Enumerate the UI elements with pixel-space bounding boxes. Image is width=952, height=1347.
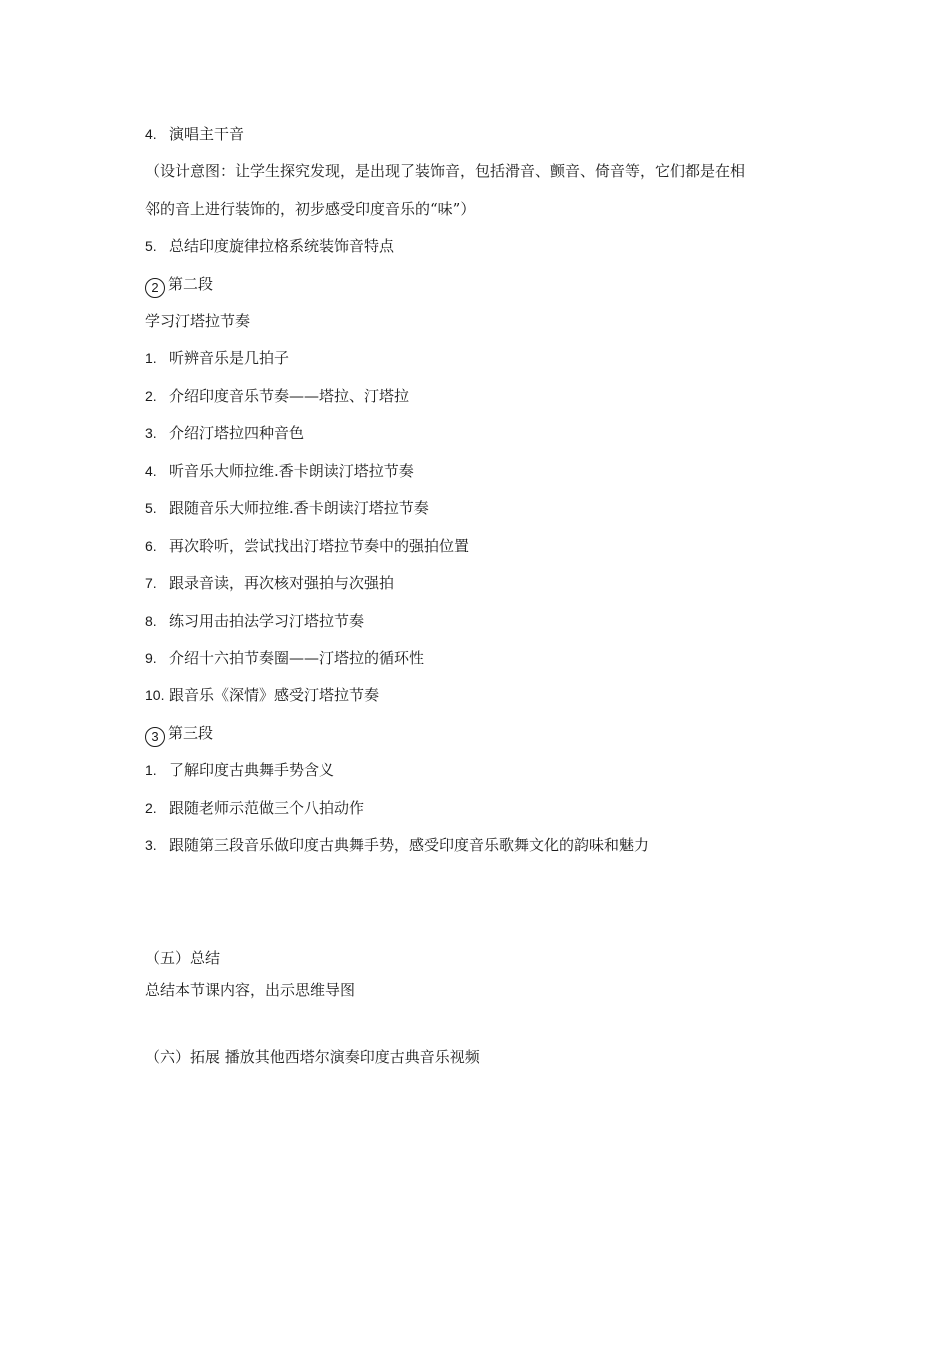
list-item [145, 611, 364, 631]
circled-number-marker: 3 [145, 727, 165, 747]
list-text: 介绍十六拍节奏圈——汀塔拉的循环性 [169, 649, 425, 667]
list-item [145, 798, 364, 818]
list-text: 跟录音读，再次核对强拍与次强拍 [169, 574, 395, 592]
list-text: 练习用击拍法学习汀塔拉节奏 [169, 612, 365, 630]
section-heading-3 [145, 723, 213, 747]
list-item [145, 536, 469, 556]
list-text: 总结印度旋律拉格系统装饰音特点 [169, 237, 395, 255]
list-number: 1. [145, 350, 157, 366]
list-number: 5. [145, 500, 157, 516]
list-number: 8. [145, 613, 157, 629]
list-number: 10. [145, 687, 165, 703]
list-text: 了解印度古典舞手势含义 [169, 761, 335, 779]
section-title: 第三段 [168, 724, 214, 742]
design-intent-note-line1: （设计意图：让学生探究发现，是出现了装饰音，包括滑音、颤音、倚音等，它们都是在相 [145, 162, 746, 180]
list-number: 6. [145, 538, 157, 554]
list-text: 跟随老师示范做三个八拍动作 [169, 799, 365, 817]
list-text: 跟随第三段音乐做印度古典舞手势，感受印度音乐歌舞文化的韵味和魅力 [169, 836, 650, 854]
list-item [145, 685, 379, 705]
list-item [145, 348, 289, 368]
list-number: 3. [145, 425, 157, 441]
list-item [145, 423, 304, 443]
list-number: 1. [145, 762, 157, 778]
list-item [145, 236, 394, 256]
list-text: 跟随音乐大师拉维.香卡朗读汀塔拉节奏 [169, 499, 429, 517]
list-text: 介绍汀塔拉四种音色 [169, 424, 305, 442]
section-subtitle: 学习汀塔拉节奏 [145, 312, 251, 330]
list-item [145, 461, 414, 481]
list-item [145, 124, 244, 144]
list-item [145, 835, 649, 855]
list-item [145, 648, 424, 668]
list-item [145, 760, 334, 780]
summary-heading: （五）总结 [145, 949, 221, 967]
list-item [145, 573, 394, 593]
list-text: 听辨音乐是几拍子 [169, 349, 290, 367]
section-title: 第二段 [168, 275, 214, 293]
design-intent-note-line2: 邻的音上进行装饰的，初步感受印度音乐的“味”） [145, 200, 476, 218]
list-number: 4. [145, 126, 157, 142]
list-text: 再次聆听，尝试找出汀塔拉节奏中的强拍位置 [169, 537, 470, 555]
list-number: 2. [145, 388, 157, 404]
list-text: 听音乐大师拉维.香卡朗读汀塔拉节奏 [169, 462, 414, 480]
list-number: 7. [145, 575, 157, 591]
list-number: 3. [145, 837, 157, 853]
summary-text: 总结本节课内容，出示思维导图 [145, 981, 356, 999]
list-text: 跟音乐《深情》感受汀塔拉节奏 [169, 686, 380, 704]
list-number: 2. [145, 800, 157, 816]
list-text: 介绍印度音乐节奏——塔拉、汀塔拉 [169, 387, 410, 405]
list-number: 5. [145, 238, 157, 254]
extension-heading: （六）拓展 播放其他西塔尔演奏印度古典音乐视频 [145, 1048, 480, 1066]
list-item [145, 386, 409, 406]
list-number: 4. [145, 463, 157, 479]
list-number: 9. [145, 650, 157, 666]
section-heading-2 [145, 274, 213, 298]
list-item [145, 498, 429, 518]
circled-number-marker: 2 [145, 278, 165, 298]
list-text: 演唱主干音 [169, 125, 245, 143]
